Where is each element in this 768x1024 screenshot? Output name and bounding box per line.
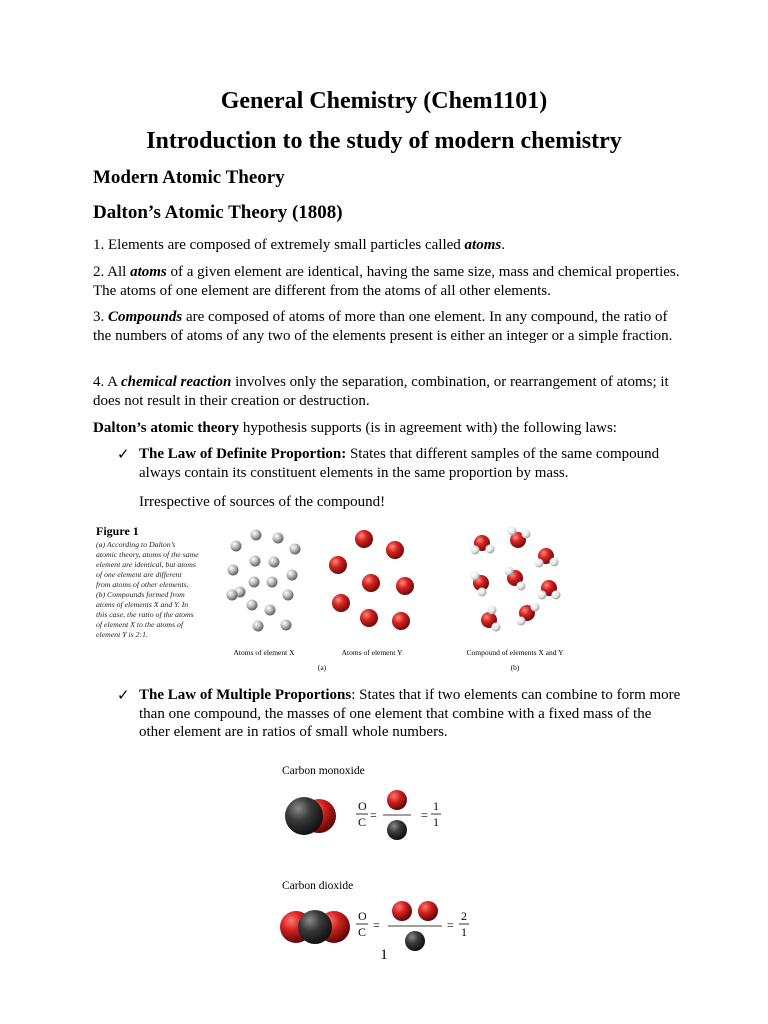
caption-line: element Y is 2:1. <box>96 630 148 639</box>
molecule-xy <box>538 580 561 600</box>
atom-x <box>251 530 262 541</box>
caption-line: (b) Compounds formed from <box>96 590 185 599</box>
compound-xy-group <box>471 527 561 632</box>
label-b: (b) <box>510 663 520 672</box>
figure-2 <box>276 758 476 958</box>
ratio-c: C <box>358 925 367 939</box>
figure-caption <box>96 540 199 639</box>
caption-line: of element X to the atoms of <box>96 620 184 629</box>
supports-line: Dalton’s atomic theory hypothesis supports (is in agreement with) the following laws: <box>93 420 617 436</box>
atom-y <box>332 594 350 612</box>
molecule-xy <box>471 572 490 597</box>
co-label: Carbon monoxide <box>282 765 365 777</box>
co2-molecule <box>280 910 350 944</box>
atom-y <box>392 612 410 630</box>
atom-x <box>249 577 260 588</box>
atom-x <box>231 541 242 552</box>
figure-title: Figure 1 <box>96 524 139 538</box>
ratio-o: O <box>358 909 367 923</box>
atom-x <box>265 605 276 616</box>
atoms-x-group <box>227 530 301 632</box>
atom-y <box>360 609 378 627</box>
point-1: 1. Elements are composed of extremely small particles called atoms. <box>93 237 505 253</box>
atom-x <box>290 544 301 555</box>
caption-line: this case, the ratio of the atoms <box>96 610 194 619</box>
caption-line: of one element are different <box>96 570 182 579</box>
co2-ratio-oc <box>356 909 380 939</box>
co2-fraction-atoms <box>388 901 442 951</box>
molecule-xy <box>517 603 540 626</box>
atom-x <box>269 557 280 568</box>
atom-y <box>362 574 380 592</box>
caption-line: atomic theory, atoms of the same <box>96 550 199 559</box>
page-number: 1 <box>380 947 388 963</box>
law1-note: Irrespective of sources of the compound! <box>139 494 386 510</box>
law-multiple-proportions: The Law of Multiple Proportions: States that if two elements can combine to form more than one compound, the masses of one element that combine with a fixed mass of the other element are in ratios of small whole numbers. <box>139 687 681 740</box>
atom-y <box>386 541 404 559</box>
atom-x <box>283 590 294 601</box>
law-definite-proportion: The Law of Definite Proportion: States that different samples of the same compound always contain its constituent elements in the same proportion by mass. <box>139 446 660 481</box>
ratio-num: 1 <box>433 799 439 813</box>
atom-x <box>267 577 278 588</box>
document-subtitle: Introduction to the study of modern chemistry <box>146 128 622 154</box>
co2-ratio-result <box>447 909 469 939</box>
molecule-xy <box>481 606 501 632</box>
atom-y <box>355 530 373 548</box>
caption-line: from atoms of other elements. <box>96 580 189 589</box>
molecule-xy <box>508 527 531 549</box>
check-icon: ✓ <box>117 688 130 704</box>
co-ratio-oc <box>356 799 377 829</box>
ratio-o: O <box>358 799 367 813</box>
figure-1 <box>92 520 582 675</box>
caption-line: (a) According to Dalton’s <box>96 540 176 549</box>
dalton-heading: Dalton’s Atomic Theory (1808) <box>93 202 343 223</box>
caption-line: atoms of elements X and Y. In <box>96 600 189 609</box>
point-2: 2. All atoms of a given element are identical, having the same size, mass and chemical properties. The atoms of one element are different from the atoms of all other elements. <box>93 264 680 299</box>
atom-x <box>228 565 239 576</box>
molecule-xy <box>471 535 495 555</box>
label-atoms-y: Atoms of element Y <box>341 648 403 657</box>
label-a: (a) <box>317 663 327 672</box>
section-heading: Modern Atomic Theory <box>93 167 285 188</box>
label-compound-xy: Compound of elements X and Y <box>466 648 564 657</box>
point-4: 4. A chemical reaction involves only the separation, combination, or rearrangement of atoms; it does not result in their creation or destruction. <box>93 374 669 409</box>
atom-x <box>253 621 264 632</box>
ratio-equals: = <box>421 808 428 822</box>
atom-y <box>329 556 347 574</box>
co-molecule <box>285 797 336 835</box>
atom-x <box>287 570 298 581</box>
point-3: 3. Compounds are composed of atoms of more than one element. In any compound, the ratio of the numbers of atoms of any two of the elements present is either an integer or a simple fraction. <box>93 309 673 344</box>
check-icon: ✓ <box>117 447 130 463</box>
document-title: General Chemistry (Chem1101) <box>220 88 548 114</box>
co-ratio-result <box>421 799 441 829</box>
molecule-xy <box>535 548 559 568</box>
molecule-xy <box>505 567 526 591</box>
ratio-equals: = <box>370 808 377 822</box>
atom-x <box>250 556 261 567</box>
atom-y <box>396 577 414 595</box>
ratio-den: 1 <box>433 815 439 829</box>
atom-x <box>227 590 238 601</box>
co2-label: Carbon dioxide <box>282 880 354 892</box>
atom-x <box>247 600 258 611</box>
atom-x <box>281 620 292 631</box>
atoms-y-group <box>329 530 414 630</box>
ratio-equals: = <box>447 918 454 932</box>
ratio-equals: = <box>373 918 380 932</box>
co-fraction-atoms <box>383 790 411 840</box>
atom-x <box>273 533 284 544</box>
label-atoms-x: Atoms of element X <box>233 648 295 657</box>
caption-line: element are identical, but atoms <box>96 560 196 569</box>
ratio-num: 2 <box>461 909 467 923</box>
ratio-den: 1 <box>461 925 467 939</box>
ratio-c: C <box>358 815 367 829</box>
